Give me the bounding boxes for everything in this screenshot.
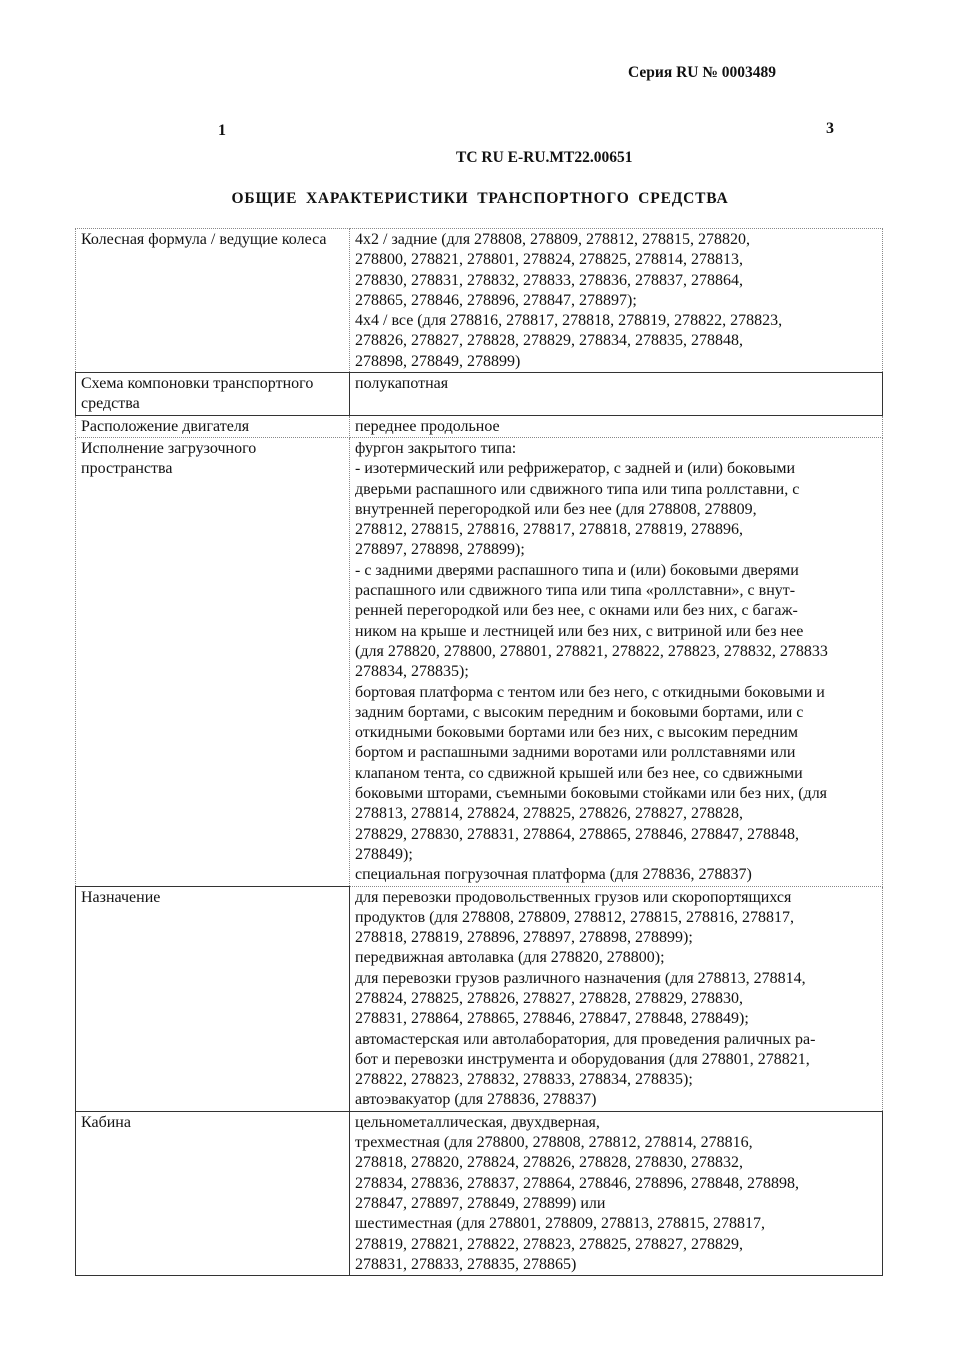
value-line: (для 278820, 278800, 278801, 278821, 278822, 278823, 278832, 278833 bbox=[355, 642, 828, 660]
page-number-right: 3 bbox=[826, 120, 834, 137]
value-line: переднее продольное bbox=[355, 417, 500, 435]
value-line: 278812, 278815, 278816, 278817, 278818, 278819, 278896, bbox=[355, 521, 743, 539]
value-line: 278829, 278830, 278831, 278864, 278865, 278846, 278847, 278848, bbox=[355, 825, 799, 843]
value-line: 278818, 278819, 278896, 278897, 278898, 278899); bbox=[355, 929, 693, 947]
wheel-formula-row bbox=[76, 229, 883, 373]
characteristics-table-body bbox=[76, 229, 883, 1276]
value-line: бортовая платформа с тентом или без него, с откидными боковыми и bbox=[355, 683, 825, 701]
value-line: 4x4 / все (для 278816, 278817, 278818, 278819, 278822, 278823, bbox=[355, 312, 783, 330]
value-line: откидными боковыми бортами или без них, с высоким передним bbox=[355, 724, 798, 742]
value-line: задним бортами, с высоким передним и боковыми бортами, или с bbox=[355, 703, 804, 721]
row-value bbox=[350, 886, 883, 1111]
series-number: Серия RU № 0003489 bbox=[628, 64, 777, 81]
cargo-space-row bbox=[76, 437, 883, 886]
value-line: 278831, 278864, 278865, 278846, 278847, 278848, 278849); bbox=[355, 1010, 749, 1028]
value-line: распашного или сдвижного типа или типа «роллставни», с внут- bbox=[355, 582, 796, 600]
row-label: Назначение bbox=[76, 886, 350, 1111]
value-line: 278826, 278827, 278828, 278829, 278834, 278835, 278848, bbox=[355, 332, 743, 350]
value-line: 278847, 278897, 278849, 278899) или bbox=[355, 1194, 606, 1212]
value-line: внутренней перегородкой или без нее (для 278808, 278809, bbox=[355, 500, 757, 518]
row-label: Кабина bbox=[76, 1111, 350, 1275]
value-line: полукапотная bbox=[355, 375, 449, 393]
value-line: 278819, 278821, 278822, 278823, 278825, 278827, 278829, bbox=[355, 1235, 743, 1253]
value-line: цельнометаллическая, двухдверная, bbox=[355, 1113, 600, 1131]
value-line: для перевозки грузов различного назначения (для 278813, 278814, bbox=[355, 969, 806, 987]
row-label: Схема компоновки транспортного средства bbox=[76, 373, 350, 416]
certificate-code: ТС RU E-RU.МТ22.00651 bbox=[456, 149, 633, 166]
value-line: передвижная автолавка (для 278820, 278800); bbox=[355, 949, 665, 967]
row-value bbox=[350, 229, 883, 373]
cabin-row bbox=[76, 1111, 883, 1275]
value-line: 278822, 278823, 278832, 278833, 278834, 278835); bbox=[355, 1071, 693, 1089]
value-line: клапаном тента, со сдвижной крышей или без нее, со сдвижными bbox=[355, 764, 803, 782]
value-line: 4x2 / задние (для 278808, 278809, 278812, 278815, 278820, bbox=[355, 231, 751, 248]
row-value bbox=[350, 415, 883, 437]
value-line: - изотермический или рефрижератор, с задней и (или) боковыми bbox=[355, 460, 796, 478]
value-line: 278831, 278833, 278835, 278865) bbox=[355, 1255, 577, 1273]
value-line: фургон закрытого типа: bbox=[355, 439, 517, 457]
row-label: Исполнение загрузочного пространства bbox=[76, 437, 350, 886]
value-line: бортом и распашными задними воротами или роллставнями или bbox=[355, 744, 796, 762]
value-line: бот и перевозки инструмента и оборудования (для 278801, 278821, bbox=[355, 1050, 810, 1068]
value-line: 278834, 278836, 278837, 278864, 278846, 278896, 278848, 278898, bbox=[355, 1174, 799, 1192]
layout-scheme-row bbox=[76, 373, 883, 416]
value-line: 278824, 278825, 278826, 278827, 278828, 278829, 278830, bbox=[355, 989, 743, 1007]
value-line: 278800, 278821, 278801, 278824, 278825, 278814, 278813, bbox=[355, 251, 743, 269]
value-line: 278834, 278835); bbox=[355, 663, 469, 681]
value-line: ренней перегородкой или без нее, с окнами или без них, с багаж- bbox=[355, 602, 798, 620]
row-value bbox=[350, 1111, 883, 1275]
engine-position-row bbox=[76, 415, 883, 437]
row-label: Расположение двигателя bbox=[76, 415, 350, 437]
row-value bbox=[350, 373, 883, 416]
value-line: боковыми шторами, съемными боковыми стойками или без них, (для bbox=[355, 785, 828, 803]
value-line: 278818, 278820, 278824, 278826, 278828, 278830, 278832, bbox=[355, 1154, 743, 1172]
page-title: ОБЩИЕ ХАРАКТЕРИСТИКИ ТРАНСПОРТНОГО СРЕДСТВА bbox=[231, 190, 729, 207]
value-line: продуктов (для 278808, 278809, 278812, 278815, 278816, 278817, bbox=[355, 908, 794, 926]
row-label: Колесная формула / ведущие колеса bbox=[76, 229, 350, 373]
value-line: 278849); bbox=[355, 845, 413, 863]
value-line: автоэвакуатор (для 278836, 278837) bbox=[355, 1091, 597, 1109]
value-line: дверьми распашного или сдвижного типа или типа роллставни, с bbox=[355, 480, 800, 498]
row-value bbox=[350, 437, 883, 886]
value-line: 278865, 278846, 278896, 278847, 278897); bbox=[355, 291, 637, 309]
value-line: 278897, 278898, 278899); bbox=[355, 541, 525, 559]
value-line: 278898, 278849, 278899) bbox=[355, 352, 521, 370]
value-line: 278830, 278831, 278832, 278833, 278836, 278837, 278864, bbox=[355, 271, 743, 289]
value-line: шестиместная (для 278801, 278809, 278813, 278815, 278817, bbox=[355, 1215, 766, 1233]
value-line: для перевозки продовольственных грузов или скоропортящихся bbox=[355, 888, 792, 906]
value-line: ником на крыше и лестницей или без них, с витриной или без нее bbox=[355, 622, 804, 640]
value-line: - с задними дверями распашного типа и (или) боковыми дверями bbox=[355, 561, 799, 579]
value-line: специальная погрузочная платформа (для 278836, 278837) bbox=[355, 866, 752, 884]
value-line: автомастерская или автолаборатория, для проведения раличных ра- bbox=[355, 1030, 816, 1048]
page-number-left: 1 bbox=[218, 122, 226, 139]
value-line: 278813, 278814, 278824, 278825, 278826, 278827, 278828, bbox=[355, 805, 743, 823]
value-line: трехместная (для 278800, 278808, 278812, 278814, 278816, bbox=[355, 1134, 753, 1152]
purpose-row bbox=[76, 886, 883, 1111]
characteristics-table bbox=[75, 228, 883, 1276]
